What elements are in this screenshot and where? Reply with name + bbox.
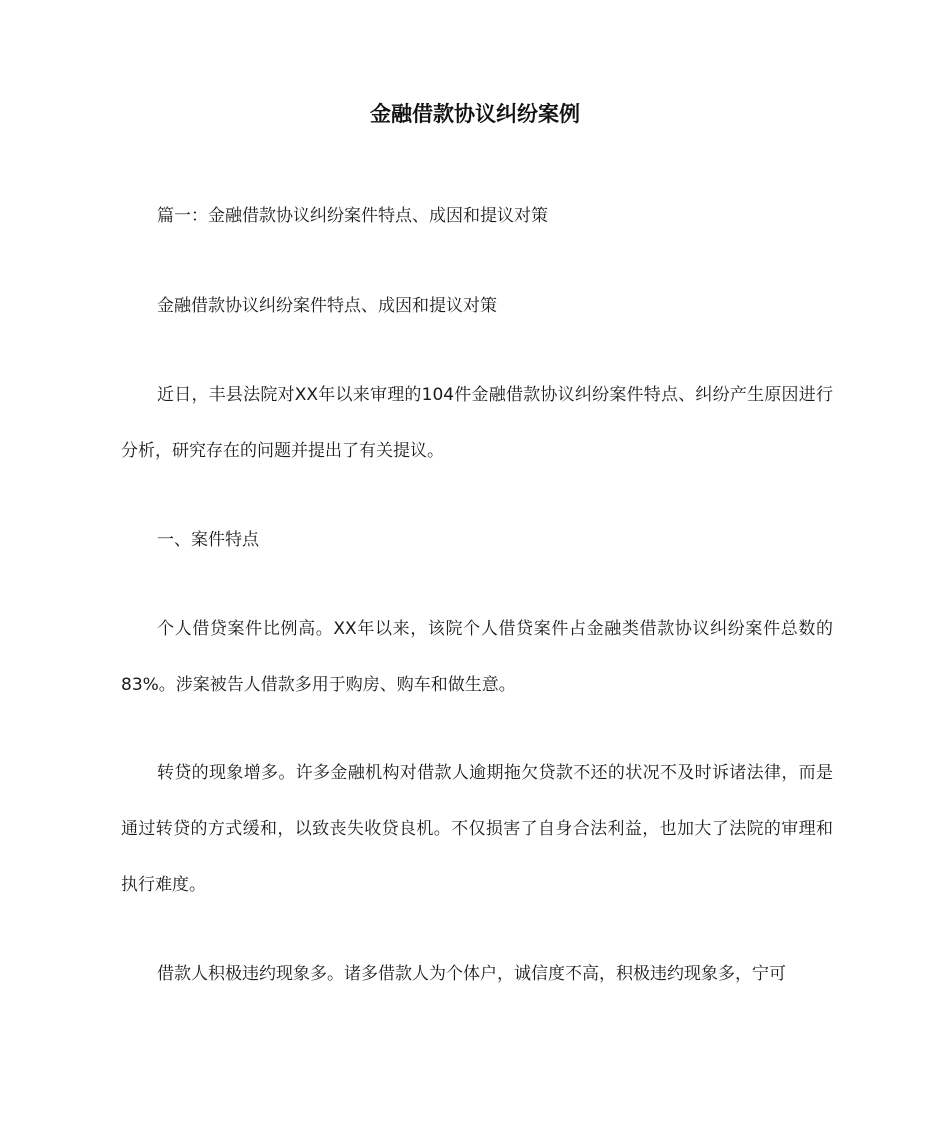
body-paragraph-default: 借款人积极违约现象多。诸多借款人为个体户，诚信度不高，积极违约现象多，宁可	[157, 964, 786, 984]
section-heading-case-features: 一、案件特点	[157, 530, 259, 550]
body-paragraph-personal-loans: 个人借贷案件比例高。XX年以来，该院个人借贷案件占金融类借款协议纠纷案件总数的83%。涉案被告人借款多用于购房、购车和做生意。	[121, 619, 833, 695]
section-heading-part-one: 篇一：金融借款协议纠纷案件特点、成因和提议对策	[157, 206, 548, 226]
body-paragraph-refinancing: 转贷的现象增多。许多金融机构对借款人逾期拖欠贷款不还的状况不及时诉诸法律，而是通过转贷的方式缓和，以致丧失收贷良机。不仅损害了自身合法利益，也加大了法院的审理和执行难度。	[121, 763, 833, 895]
document-title: 金融借款协议纠纷案例	[370, 102, 580, 126]
subtitle-paragraph: 金融借款协议纠纷案件特点、成因和提议对策	[157, 296, 497, 316]
intro-paragraph: 近日，丰县法院对XX年以来审理的104件金融借款协议纠纷案件特点、纠纷产生原因进行分析，研究存在的问题并提出了有关提议。	[121, 385, 833, 461]
